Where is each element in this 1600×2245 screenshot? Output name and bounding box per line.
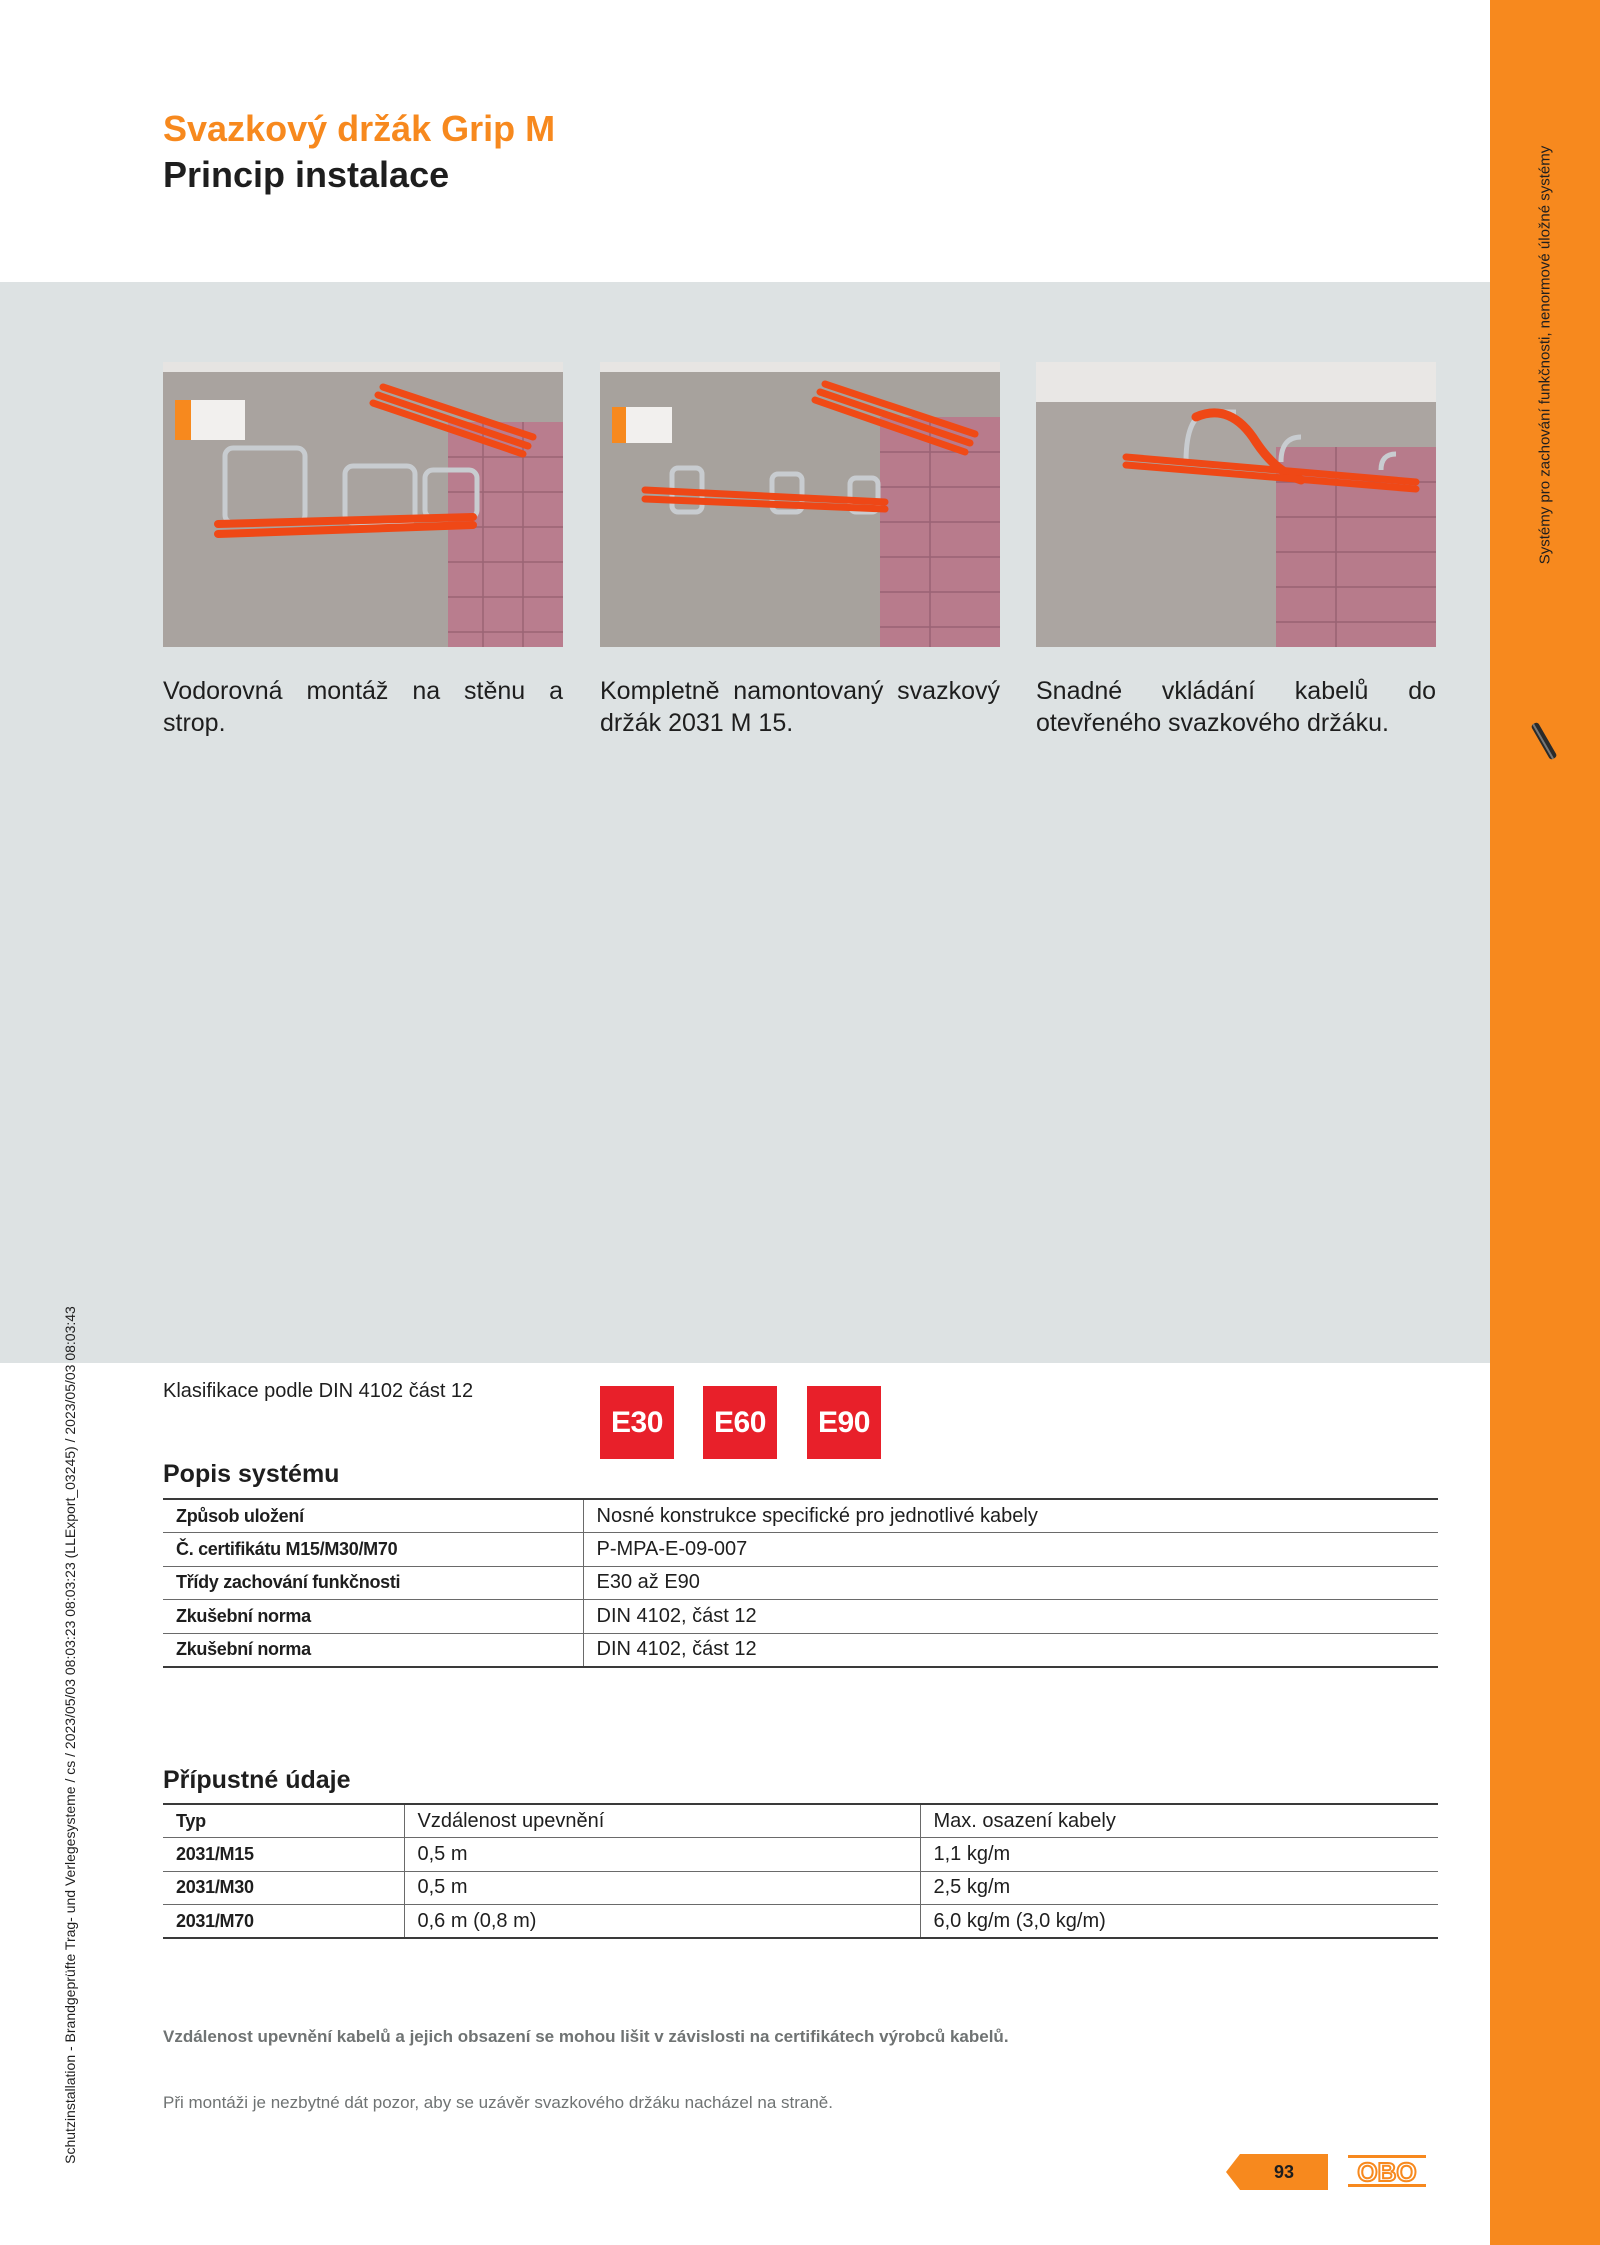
column-header: Max. osazení kabely: [920, 1804, 1438, 1838]
column-header: Typ: [163, 1804, 404, 1838]
badge-e60: E60: [703, 1386, 777, 1459]
svg-text:OBO: OBO: [1357, 2157, 1417, 2187]
row-value: P-MPA-E-09-007: [583, 1533, 1438, 1567]
row-key: Č. certifikátu M15/M30/M70: [163, 1533, 583, 1567]
page-number: 93: [1273, 2161, 1295, 2182]
column-header: Vzdálenost upevnění: [404, 1804, 920, 1838]
table-row: [163, 1871, 1438, 1905]
load-cell: 1,1 kg/m: [920, 1838, 1438, 1872]
product-title: Svazkový držák Grip M: [163, 108, 556, 149]
distance-cell: 0,5 m: [404, 1838, 920, 1872]
table-row: [163, 1499, 1438, 1533]
distance-cell: 0,5 m: [404, 1871, 920, 1905]
classification-label: Klasifikace podle DIN 4102 část 12: [163, 1380, 474, 1402]
row-value: E30 až E90: [583, 1566, 1438, 1600]
badge-e30: E30: [600, 1386, 674, 1459]
table-row: [163, 1533, 1438, 1567]
table-header-row: [163, 1804, 1438, 1838]
photo-caption-1: Vodorovná montáž na stěnu a strop.: [163, 677, 563, 737]
table-row: [163, 1566, 1438, 1600]
type-cell: 2031/M30: [163, 1871, 404, 1905]
badge-e90: E90: [807, 1386, 881, 1459]
table-row: [163, 1600, 1438, 1634]
table-row: [163, 1905, 1438, 1939]
distance-cell: 0,6 m (0,8 m): [404, 1905, 920, 1939]
note-bold: Vzdálenost upevnění kabelů a jejich obsazení se mohou lišit v závislosti na certifikátech výrobců kabelů.: [163, 2027, 1009, 2046]
system-table: [163, 1498, 1438, 1668]
type-cell: 2031/M15: [163, 1838, 404, 1872]
permissible-table: [163, 1803, 1438, 1939]
cable-icon: [1530, 718, 1558, 764]
photo-open-bundle-holder: [1036, 362, 1436, 647]
row-key: Třídy zachování funkčnosti: [163, 1566, 583, 1600]
photo-caption-2: Kompletně namontovaný svazkový držák 2031 M 15.: [600, 677, 1000, 737]
table-row: [163, 1633, 1438, 1667]
table-row: [163, 1838, 1438, 1872]
row-value: DIN 4102, část 12: [583, 1600, 1438, 1634]
load-cell: 2,5 kg/m: [920, 1871, 1438, 1905]
system-heading: Popis systému: [163, 1460, 340, 1488]
photo-wall-ceiling-mounting: [163, 362, 563, 647]
note: Při montáži je nezbytné dát pozor, aby se uzávěr svazkového držáku nacházel na straně.: [163, 2093, 833, 2112]
photo-mounted-bundle-holder: [600, 362, 1000, 647]
load-cell: 6,0 kg/m (3,0 kg/m): [920, 1905, 1438, 1939]
permissible-heading: Přípustné údaje: [163, 1766, 351, 1794]
row-value: Nosné konstrukce specifické pro jednotlivé kabely: [583, 1499, 1438, 1533]
photo-caption-3: Snadné vkládání kabelů do otevřeného svazkového držáku.: [1036, 677, 1436, 737]
row-value: DIN 4102, část 12: [583, 1633, 1438, 1667]
obo-logo: [1348, 2154, 1426, 2188]
row-key: Zkušební norma: [163, 1633, 583, 1667]
row-key: Způsob uložení: [163, 1499, 583, 1533]
row-key: Zkušební norma: [163, 1600, 583, 1634]
page-title: Princip instalace: [163, 154, 450, 195]
type-cell: 2031/M70: [163, 1905, 404, 1939]
